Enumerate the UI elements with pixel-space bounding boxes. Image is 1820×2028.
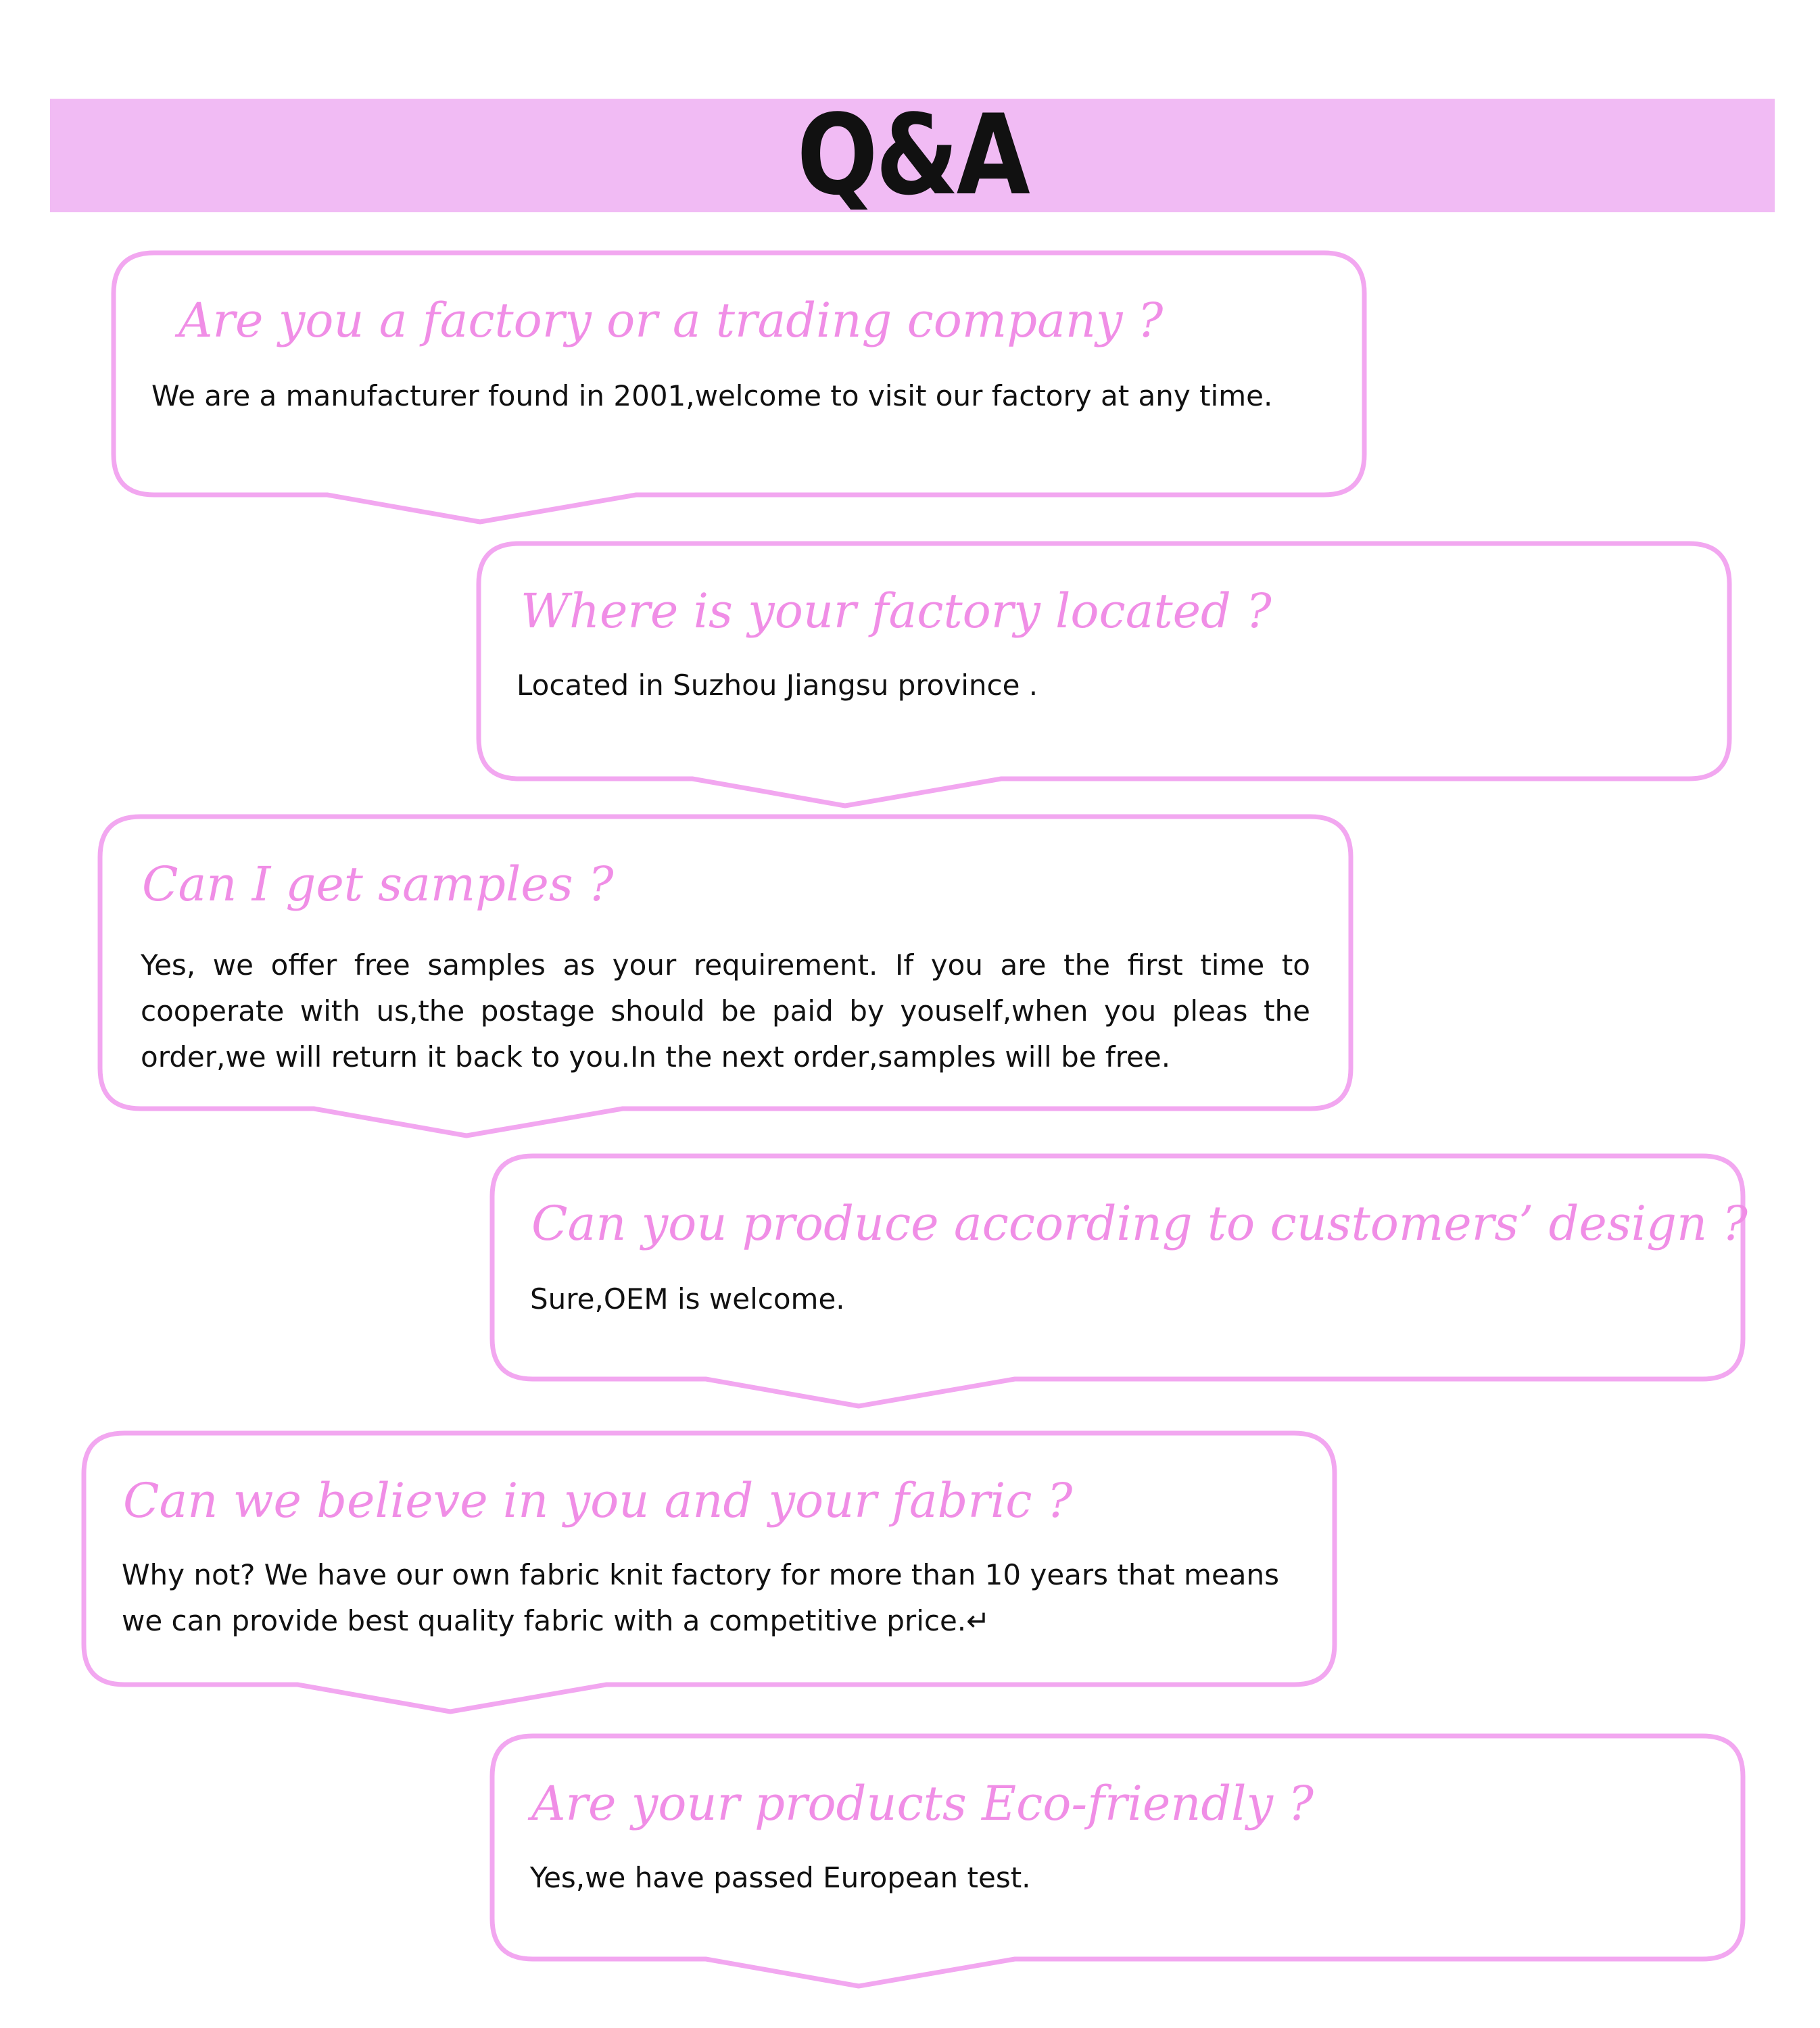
answer-text: Sure,OEM is welcome. bbox=[530, 1282, 845, 1315]
answer-text: Why not? We have our own fabric knit factory for more than 10 years that means we can provide best quality fabric with a competitive price.↵ bbox=[122, 1558, 1280, 1637]
qa-card-eco-friendly bbox=[492, 1736, 1743, 2020]
qa-card-customer-design bbox=[492, 1156, 1748, 1433]
qa-card-factory-location bbox=[479, 544, 1729, 821]
page-title: Q&A bbox=[796, 91, 1028, 220]
question-text: Can I get samples ? bbox=[142, 856, 614, 912]
qa-card-trust-fabric bbox=[84, 1433, 1335, 1731]
qa-card-factory-or-trading bbox=[114, 253, 1364, 530]
question-text: Are your products Eco-friendly ? bbox=[531, 1776, 1314, 1831]
answer-text: Yes, we offer free samples as your requirement. If you are the first time to cooperate with us,the postage should be paid by youself,when you pleas the order,we will return it back to you.In the next order,samples will be free. bbox=[141, 948, 1310, 1073]
question-text: Can you produce according to customers’ design ? bbox=[531, 1196, 1748, 1251]
question-text: Can we believe in you and your fabric ? bbox=[123, 1473, 1073, 1528]
question-text: Are you a factory or a trading company ? bbox=[178, 293, 1164, 348]
question-text: Where is your factory located ? bbox=[521, 583, 1272, 639]
qa-card-samples bbox=[100, 817, 1351, 1155]
answer-text: Yes,we have passed European test. bbox=[530, 1861, 1031, 1894]
answer-text: We are a manufacturer found in 2001,welcome to visit our factory at any time. bbox=[151, 379, 1273, 412]
answer-text: Located in Suzhou Jiangsu province . bbox=[517, 669, 1038, 702]
